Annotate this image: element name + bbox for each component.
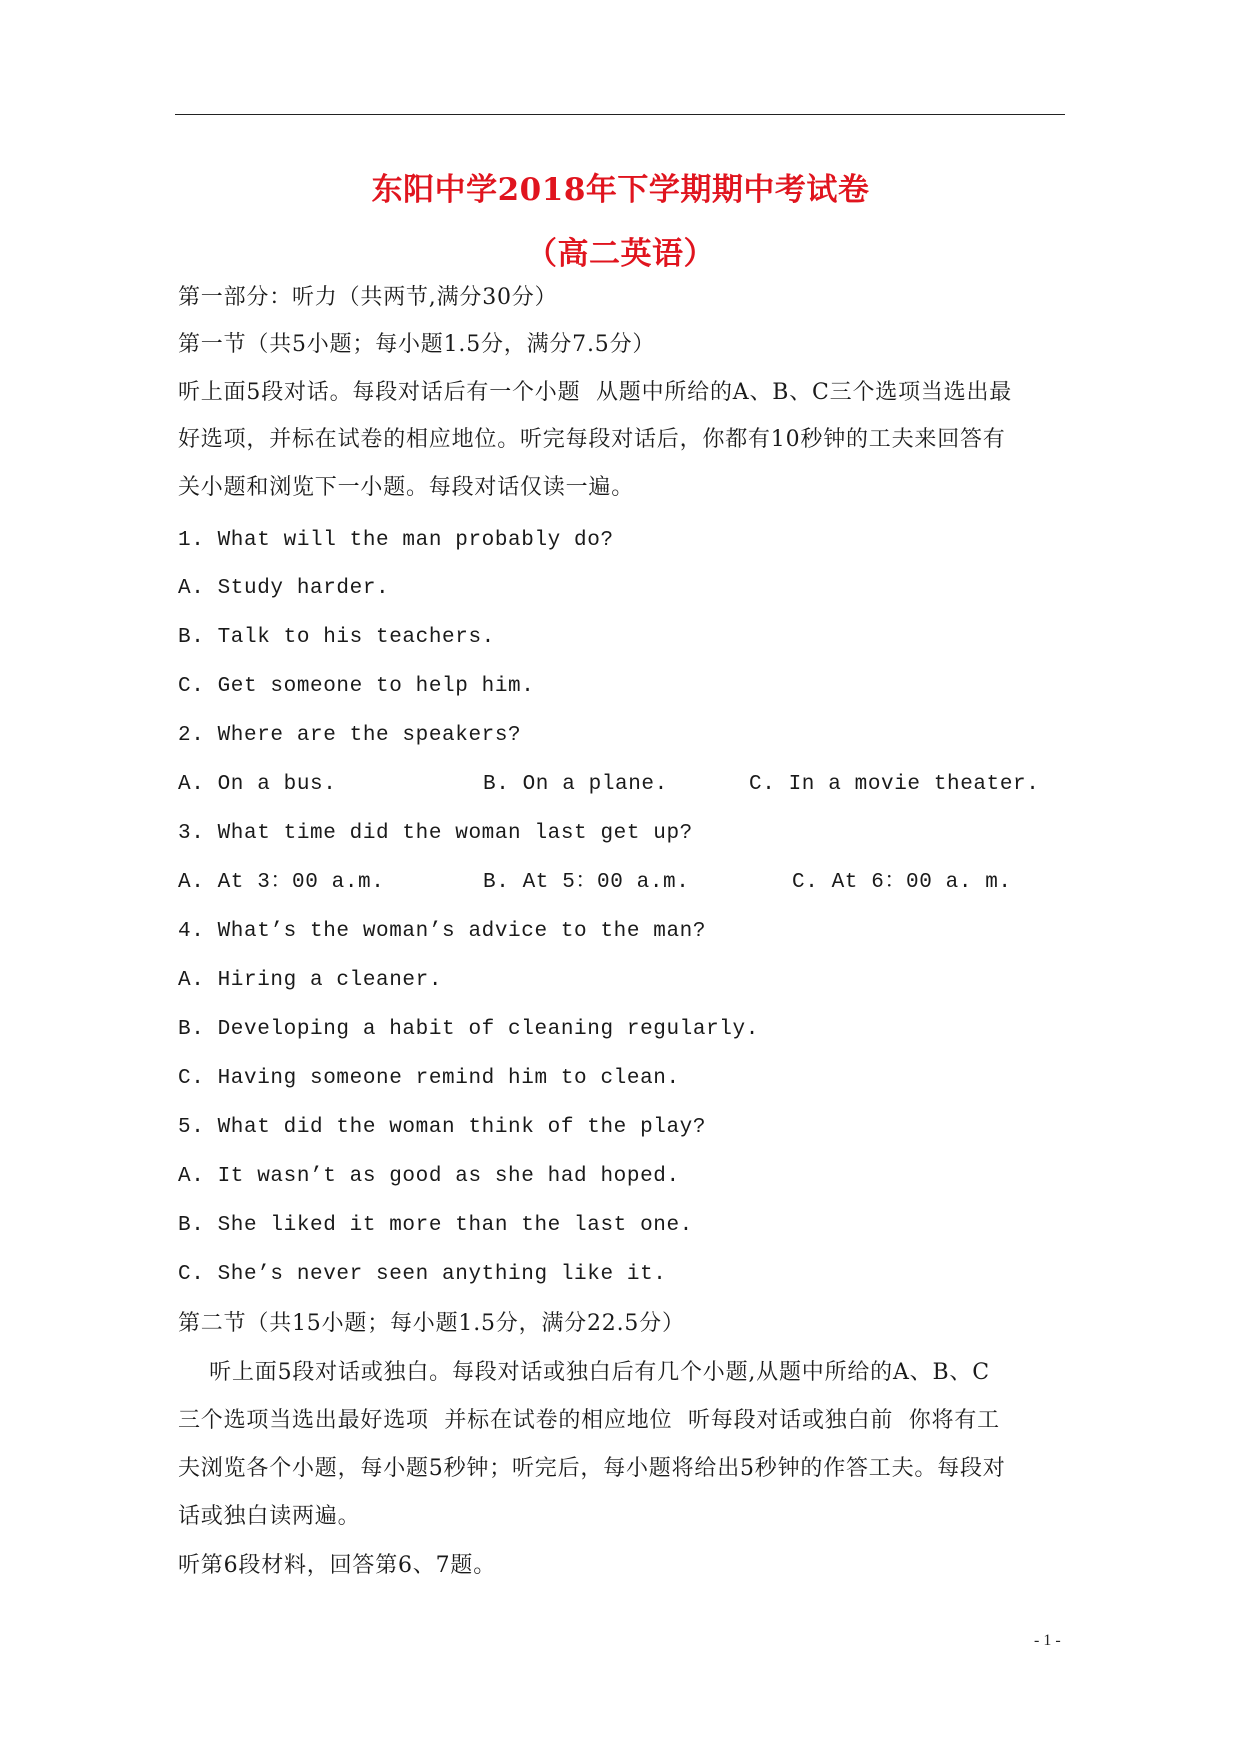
exam-subtitle: （高二英语） bbox=[526, 236, 715, 272]
section-heading: 第一节（共5小题；每小题1.5分，满分7.5分） bbox=[178, 332, 656, 357]
section-heading: 第二节（共15小题；每小题1.5分，满分22.5分） bbox=[178, 1311, 685, 1336]
option: A. Hiring a cleaner. bbox=[178, 969, 443, 992]
option: A. At 3：00 a.m. bbox=[178, 871, 385, 894]
instruction-line: 听上面5段对话或独白。每段对话或独白后有几个小题,从题中所给的A、B、C bbox=[178, 1360, 990, 1385]
exam-title: 东阳中学2018年下学期期中考试卷 bbox=[371, 172, 870, 208]
option: C. Having someone remind him to clean. bbox=[178, 1067, 680, 1090]
option: B. She liked it more than the last one. bbox=[178, 1214, 693, 1237]
option: A. Study harder. bbox=[178, 577, 390, 600]
option: C. In a movie theater. bbox=[749, 773, 1040, 796]
option: B. Talk to his teachers. bbox=[178, 626, 495, 649]
page-number: - 1 - bbox=[1034, 1632, 1061, 1649]
option: A. It wasn’t as good as she had hoped. bbox=[178, 1165, 680, 1188]
question-3: 3. What time did the woman last get up? bbox=[178, 822, 693, 845]
option: B. Developing a habit of cleaning regularly. bbox=[178, 1018, 759, 1041]
question-4: 4. What’s the woman’s advice to the man? bbox=[178, 920, 707, 943]
option: B. On a plane. bbox=[483, 773, 668, 796]
instruction-line: 夫浏览各个小题，每小题5秒钟；听完后，每小题将给出5秒钟的作答工夫。每段对 bbox=[178, 1456, 1006, 1481]
instruction-line: 三个选项当选出最好选项 并标在试卷的相应地位 听每段对话或独白前 你将有工 bbox=[178, 1408, 1000, 1433]
question-1: 1. What will the man probably do? bbox=[178, 529, 614, 552]
option: A. On a bus. bbox=[178, 773, 337, 796]
header-rule bbox=[175, 114, 1065, 115]
instruction-line: 听上面5段对话。每段对话后有一个小题 从题中所给的A、B、C三个选项当选出最 bbox=[178, 380, 1013, 405]
question-5: 5. What did the woman think of the play? bbox=[178, 1116, 707, 1139]
part-heading: 第一部分：听力（共两节,满分30分） bbox=[178, 285, 558, 310]
instruction-line: 好选项，并标在试卷的相应地位。听完每段对话后，你都有10秒钟的工夫来回答有 bbox=[178, 427, 1006, 452]
option: C. She’s never seen anything like it. bbox=[178, 1263, 667, 1286]
instruction-line: 话或独白读两遍。 bbox=[178, 1504, 361, 1529]
question-2: 2. Where are the speakers? bbox=[178, 724, 522, 747]
option: B. At 5：00 a.m. bbox=[483, 871, 690, 894]
instruction-line: 关小题和浏览下一小题。每段对话仅读一遍。 bbox=[178, 475, 635, 500]
option: C. Get someone to help him. bbox=[178, 675, 535, 698]
option: C. At 6：00 a. m. bbox=[792, 871, 1012, 894]
material-heading: 听第6段材料，回答第6、7题。 bbox=[178, 1553, 496, 1578]
